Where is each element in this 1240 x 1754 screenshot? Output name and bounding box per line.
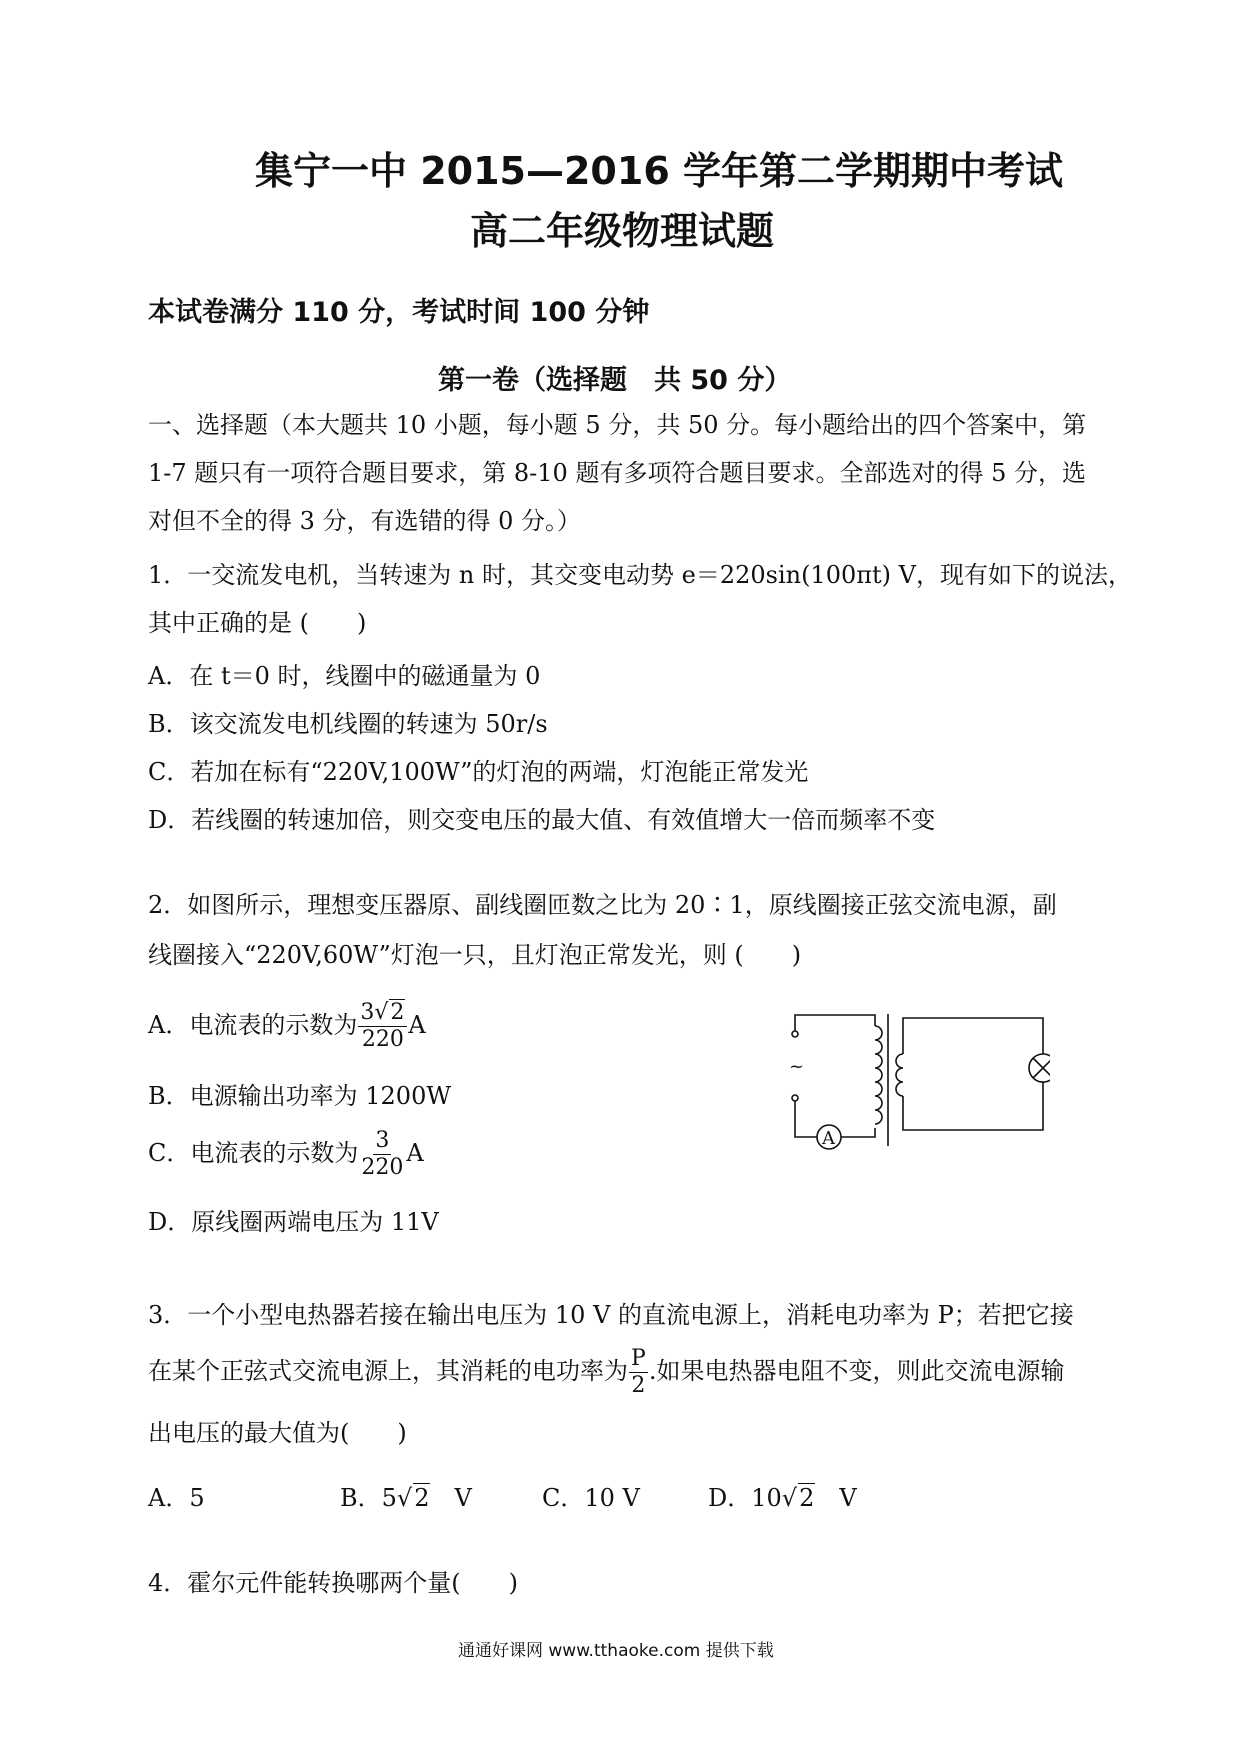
q2-option-a-fraction: $\frac{3√2}{220}$ — [358, 1002, 407, 1051]
q2-option-a-denominator: 220 — [361, 1027, 404, 1052]
instructions-line-2: 1-7 题只有一项符合题目要求，第 8-10 题有多项符合题目要求。全部选对的得 5 分，选 — [148, 459, 1086, 487]
q3-option-a: A．5 — [148, 1484, 205, 1512]
ammeter-label: A — [822, 1128, 835, 1149]
q2-option-a — [148, 1002, 426, 1051]
q3-option-b-radicand: 2 — [414, 1484, 430, 1512]
page-footer: 通通好课网 www.tthaoke.com 提供下载 — [458, 1641, 774, 1661]
q3-stem-line-3: 出电压的最大值为( ) — [148, 1419, 407, 1447]
q2-option-a-prefix: A．电流表的示数为 — [148, 1011, 358, 1039]
q3-stem-line-1: 3．一个小型电热器若接在输出电压为 10 V 的直流电源上，消耗电功率为 P；若把它接 — [148, 1301, 1074, 1329]
q3-option-d-radicand: 2 — [799, 1484, 815, 1512]
q2-option-c-prefix: C．电流表的示数为 — [148, 1139, 359, 1167]
q3-power-fraction — [629, 1348, 648, 1397]
q2-option-a-radicand: 2 — [390, 1000, 405, 1025]
q3-stem-line-2-suffix: .如果电热器电阻不变，则此交流电源输 — [648, 1357, 1065, 1385]
q1-option-b: B．该交流发电机线圈的转速为 50r/s — [148, 710, 548, 738]
q1-option-d: D．若线圈的转速加倍，则交变电压的最大值、有效值增大一倍而频率不变 — [148, 806, 936, 834]
q2-option-d: D．原线圈两端电压为 11V — [148, 1208, 439, 1236]
q3-stem-line-2 — [148, 1348, 1064, 1397]
terminal-bottom-icon — [792, 1095, 798, 1101]
transformer-circuit-diagram — [785, 1010, 1050, 1160]
instructions-line-1: 一、选择题（本大题共 10 小题，每小题 5 分，共 50 分。每小题给出的四个答案中，第 — [148, 411, 1087, 439]
q2-option-b: B．电源输出功率为 1200W — [148, 1082, 452, 1110]
q3-option-b-unit: V — [430, 1484, 472, 1512]
exam-info: 本试卷满分 110 分，考试时间 100 分钟 — [148, 297, 650, 328]
q1-option-a: A．在 t＝0 时，线圈中的磁通量为 0 — [148, 662, 541, 690]
q3-option-b: B．5√2 V — [340, 1484, 472, 1512]
q3-option-d: D．10√2 V — [708, 1484, 857, 1512]
q2-option-c-denominator: 220 — [361, 1155, 404, 1180]
ac-source-symbol: ~ — [789, 1056, 805, 1077]
q3-stem-line-2-prefix: 在某个正弦式交流电源上，其消耗的电功率为 — [148, 1357, 628, 1385]
q3-option-d-prefix: D．10 — [708, 1484, 782, 1512]
q2-option-c — [148, 1130, 424, 1179]
q2-option-a-unit: A — [408, 1011, 426, 1039]
terminal-top-icon — [792, 1031, 798, 1037]
q3-power-numerator: P — [631, 1346, 646, 1371]
q2-option-c-unit: A — [406, 1139, 424, 1167]
q4-stem-line-1: 4．霍尔元件能转换哪两个量( ) — [148, 1569, 518, 1597]
page-title: 集宁一中 2015—2016 学年第二学期期中考试 — [255, 149, 1063, 193]
secondary-coil-icon — [896, 1054, 903, 1096]
q3-option-d-unit: V — [815, 1484, 857, 1512]
q1-option-c: C．若加在标有“220V,100W”的灯泡的两端，灯泡能正常发光 — [148, 758, 809, 786]
q1-stem-line-2: 其中正确的是 ( ) — [148, 609, 367, 637]
q2-option-a-coef: 3 — [360, 1000, 375, 1025]
page-subtitle: 高二年级物理试题 — [470, 209, 775, 253]
q2-stem-line-1: 2．如图所示，理想变压器原、副线圈匝数之比为 20∶1，原线圈接正弦交流电源，副 — [148, 891, 1057, 919]
q2-option-c-fraction — [359, 1130, 405, 1179]
q3-option-b-prefix: B．5 — [340, 1484, 397, 1512]
q3-power-denominator: 2 — [631, 1373, 646, 1398]
q3-option-c: C．10 V — [542, 1484, 640, 1512]
primary-coil-icon — [875, 1026, 882, 1124]
q2-stem-line-2: 线圈接入“220V,60W”灯泡一只，且灯泡正常发光，则 ( ) — [148, 941, 802, 969]
lamp-icon — [1029, 1054, 1050, 1082]
q1-stem-line-1: 1．一交流发电机，当转速为 n 时，其交变电动势 e＝220sin(100πt) V，现有如下的说法， — [148, 561, 1132, 589]
instructions-line-3: 对但不全的得 3 分，有选错的得 0 分。） — [148, 507, 582, 535]
q2-option-c-numerator: 3 — [375, 1128, 390, 1153]
section-title: 第一卷（选择题 共 50 分） — [438, 365, 792, 396]
